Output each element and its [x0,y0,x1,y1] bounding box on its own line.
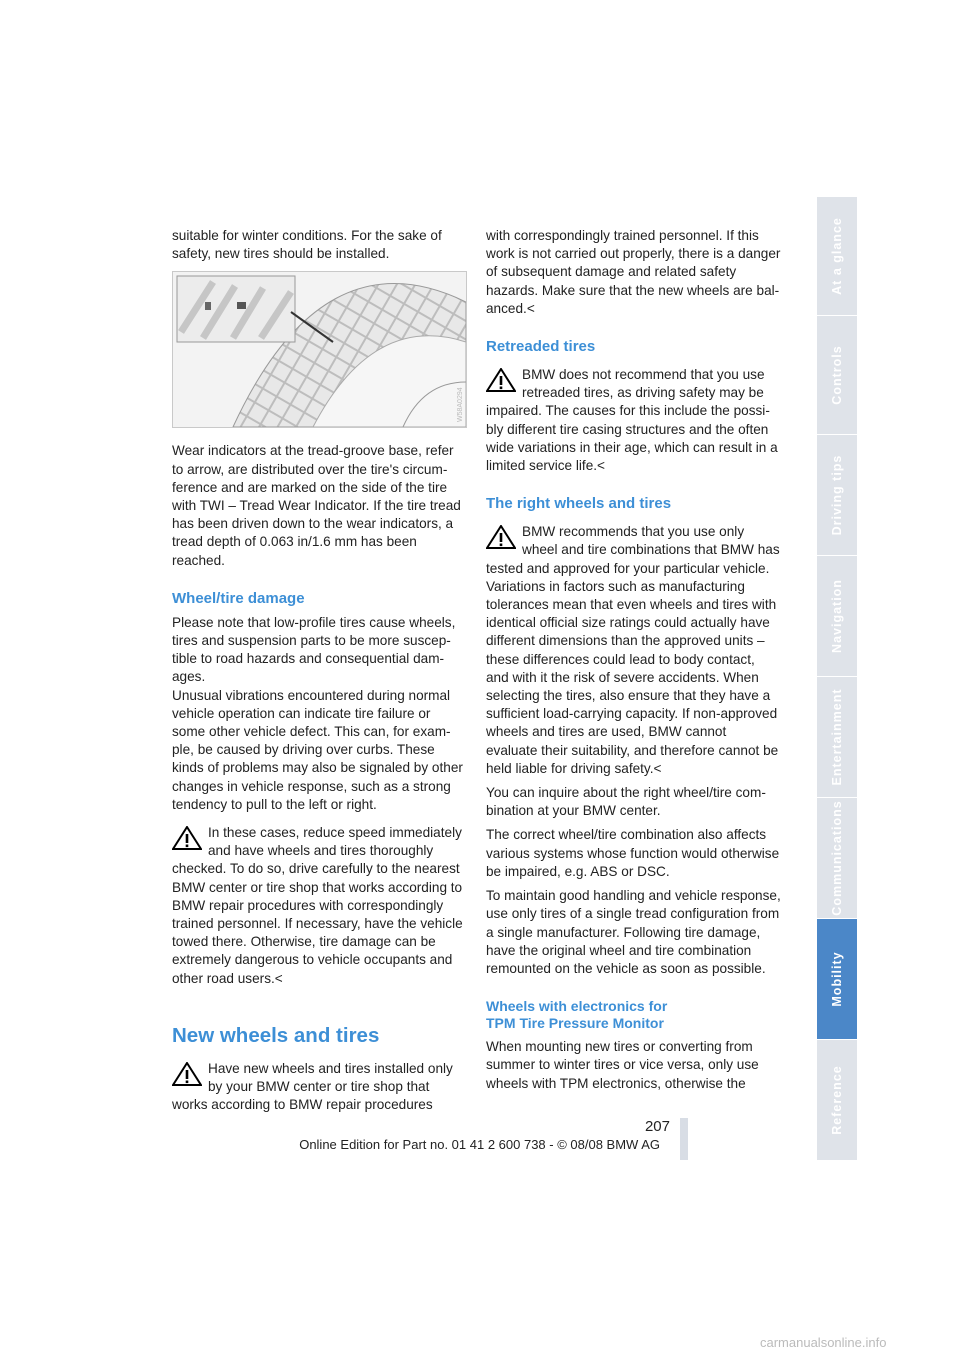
warning-triangle-icon [172,1062,202,1086]
tab-label: Communications [830,800,844,916]
tab-label: Navigation [830,579,844,653]
tire-illustration [173,272,466,427]
section-heading-right-wheels-and-tires: The right wheels and tires [486,495,672,513]
warning-note [486,523,781,778]
warning-triangle-icon [172,826,202,850]
section-heading-retreaded-tires: Retreaded tires [486,338,596,356]
warning-note [486,366,781,475]
tab-entertainment[interactable] [817,677,857,798]
paragraph: Please note that low-profile tires cause wheels, tires and suspension parts to be more susceptible to road hazards and consequential damages. [172,614,456,685]
tab-label: Driving tips [830,454,844,536]
tab-mobility[interactable] [817,919,857,1040]
paragraph: To maintain good handling and vehicle response, use only tires of a single tread configuration from a single manufacturer. Following tire damage, have the original wheel and tire combination remounted on the vehicle as soon as possible. [486,888,781,976]
watermark: carmanualsonline.info [760,1335,887,1350]
figure-code: W58A0294 [457,387,464,423]
section-heading-wheel-tire-damage: Wheel/tire damage [172,589,305,607]
tab-label: Controls [830,345,844,405]
heading-line: TPM Tire Pressure Monitor [486,1015,664,1032]
paragraph [486,227,781,318]
paragraph: Wear indicators at the tread-groove base, refer to arrow, are distributed over the tire's circumference and are marked on the side of the tire with TWI – Tread Wear Indicator. If the tire tread has been driven down to the wear indicators, a tread depth of 0.063 in/1.6 mm has been reached. [172,443,461,568]
paragraph: When mounting new tires or converting from summer to winter tires or vice versa, only use wheels with TPM electronics, otherwise the [486,1039,759,1091]
paragraph: You can inquire about the right wheel/tire combination at your BMW center. [486,785,766,819]
warning-text: In these cases, reduce speed immediately and have wheels and tires thoroughly checked. To do so, drive carefully to the nearest BMW center or tire shop that works according to BMW repair procedures with correspondingly trained personnel. If necessary, have the vehicle towed there. Otherwise, tire damage can be extremely dangerous to vehicle occupants and other road users. [172,825,463,986]
page-marker-bar [680,1118,688,1160]
tab-at-a-glance[interactable] [817,197,857,316]
tab-label: Mobility [830,951,844,1007]
warning-triangle-icon [486,368,516,392]
tab-label: At a glance [830,217,844,295]
page-number: 207 [644,1118,670,1135]
paragraph: Unusual vibrations encountered during normal vehicle operation can indicate tire failure or some other vehicle defect. This can, for example, be caused by driving over curbs. These kinds of problems may also be signaled by other changes in vehicle response, such as a strong tendency to pull to the left or right. [172,687,463,812]
left-column [172,227,465,1121]
tab-communications[interactable] [817,798,857,919]
tab-navigation[interactable] [817,556,857,677]
tab-label: Reference [830,1065,844,1135]
tire-wear-indicator-figure [172,271,467,428]
warning-note [172,1060,465,1115]
warning-text: BMW recommends that you use only wheel and tire combinations that BMW has tested and approved for your particular vehicle. Variations in factors such as manufacturing tolerances mean that even wheels and tires with identical official size ratings could actually have different dimensions than the approved units – these differences could lead to body contact, and with it the risk of severe accidents. When selecting the tires, also ensure that they have a sufficient load-carrying capacity. If non-approved wheels and tires are used, BMW cannot evaluate their suitability, and therefore cannot be held liable for driving safety. [486,524,780,776]
warning-text: Have new wheels and tires installed only by your BMW center or tire shop that works according to BMW repair procedures [172,1060,453,1113]
end-mark: < [653,760,662,776]
paragraph-text: with correspondingly trained personnel. If this work is not carried out properly, there is a danger of subsequent damage and related safety hazards. Make sure that the new wheels are balanced. [486,228,781,316]
heading-line: Wheels with electronics for [486,998,668,1015]
tab-driving-tips[interactable] [817,435,857,556]
warning-text: BMW does not recommend that you use retreaded tires, as driving safety may be impaired. The causes for this include the possibly different tire casing structures and the often wide variations in their age, which can result in a limited service life. [486,367,778,474]
section-heading-tpm-wheels [486,998,781,1032]
warning-triangle-icon [486,525,516,549]
right-column [486,227,781,1099]
end-mark: < [274,970,283,986]
warning-note [172,824,465,988]
end-mark: < [526,300,535,316]
section-heading-new-wheels-and-tires: New wheels and tires [172,1023,380,1047]
footer-edition: Online Edition for Part no. 01 41 2 600 738 - © 08/08 BMW AG [299,1137,660,1152]
tab-reference[interactable] [817,1040,857,1161]
end-mark: < [597,458,605,474]
paragraph: suitable for winter conditions. For the sake of safety, new tires should be installed. [172,228,442,262]
tab-label: Entertainment [830,688,844,786]
paragraph: The correct wheel/tire combination also affects various systems whose function would otherwise be impaired, e.g. ABS or DSC. [486,827,780,879]
tab-controls[interactable] [817,316,857,435]
